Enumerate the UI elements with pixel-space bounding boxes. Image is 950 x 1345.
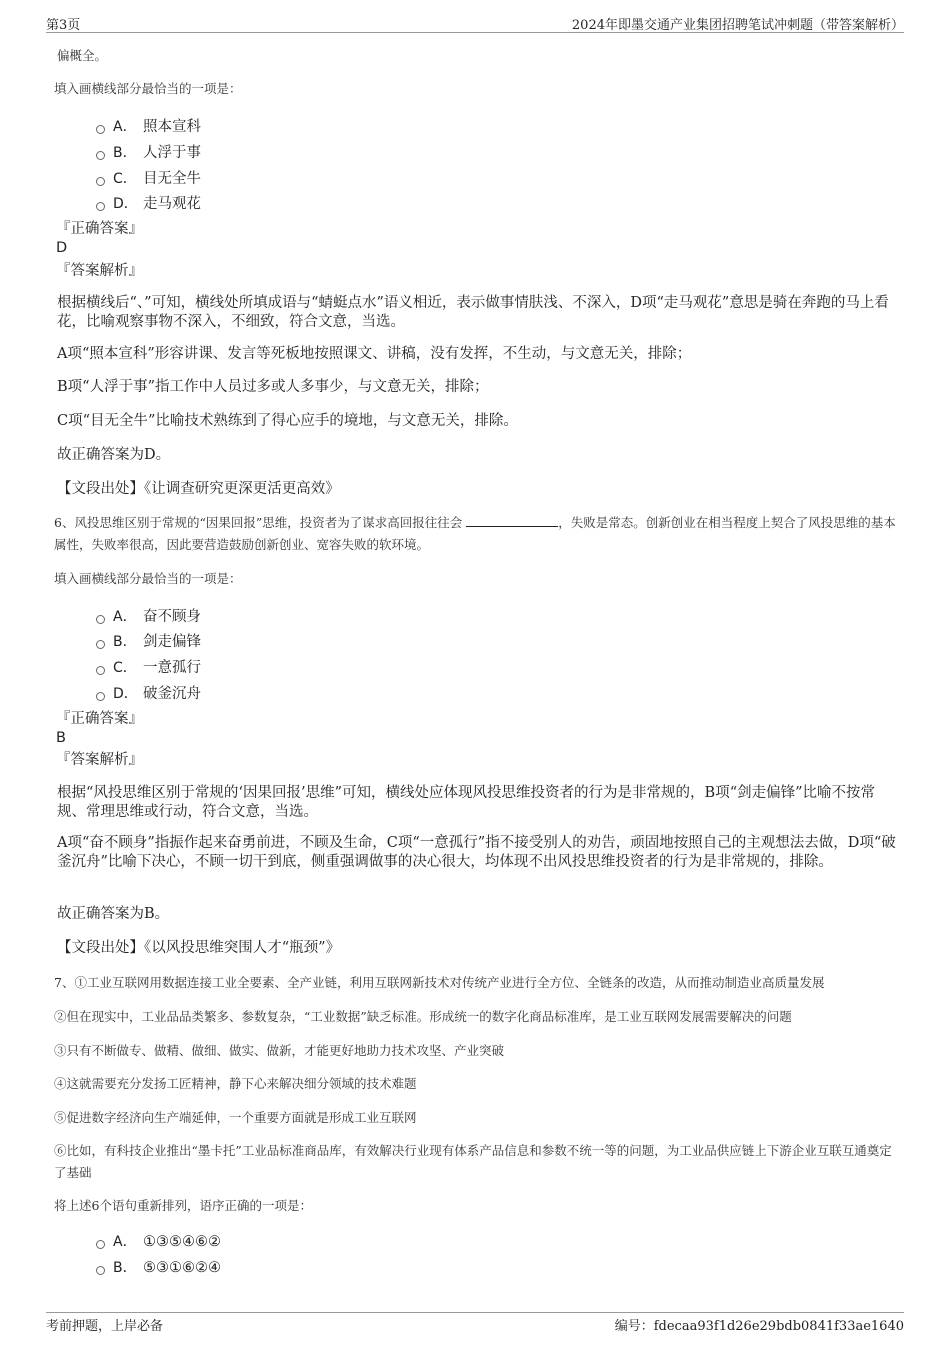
- previous-tail-text: 偏概全。: [57, 48, 108, 63]
- page-number: 第3页: [46, 18, 81, 33]
- q5-analysis-2: A项“照本宣科”形容讲课、发言等死板地按照课文、讲稿，没有发挥，不生动，与文意无关，排除；: [57, 346, 692, 362]
- radio-icon[interactable]: [96, 151, 105, 160]
- radio-icon[interactable]: [96, 1240, 105, 1249]
- radio-icon[interactable]: [96, 640, 105, 649]
- q6-source: 【文段出处】《以风投思维突围人才“瓶颈”》: [57, 940, 341, 956]
- q7-prompt: 将上述6个语句重新排列，语序正确的一项是：: [54, 1198, 312, 1213]
- q6-prompt: 填入画横线部分最恰当的一项是：: [54, 571, 242, 586]
- q6-option-a[interactable]: A． 奋不顾身: [96, 605, 201, 626]
- q5-option-a[interactable]: A． 照本宣科: [96, 115, 201, 136]
- q7-option-a[interactable]: A． ①③⑤④⑥②: [96, 1231, 221, 1251]
- q5-analysis-5: 故正确答案为D。: [57, 447, 171, 463]
- q5-answer: D: [56, 240, 68, 256]
- q6-analysis-3: 故正确答案为B。: [57, 906, 170, 922]
- q6-stem: 6、风投思维区别于常规的“因果回报”思维，投资者为了谋求高回报往往会 ，失败是常态。创新创业在相当程度上契合了风投思维的基本属性，失败率很高，因此要营造鼓励创新创业、宽容失败的软环境。: [54, 515, 896, 552]
- q5-option-b[interactable]: B． 人浮于事: [96, 141, 201, 162]
- q7-sentence-4: ④这就需要充分发扬工匠精神，静下心来解决细分领域的技术难题: [54, 1076, 417, 1091]
- document-title: 2024年即墨交通产业集团招聘笔试冲刺题（带答案解析）: [571, 18, 904, 33]
- q7-sentence-2: ②但在现实中，工业品品类繁多、参数复杂，“工业数据”缺乏标准。形成统一的数字化商品标准库，是工业互联网发展需要解决的问题: [54, 1009, 792, 1024]
- radio-icon[interactable]: [96, 666, 105, 675]
- q7-sentence-6: ⑥比如，有科技企业推出“墨卡托”工业品标准商品库，有效解决行业现有体系产品信息和参数不统一等的问题，为工业品供应链上下游企业互联互通奠定了基础: [54, 1143, 892, 1180]
- q7-sentence-1: 7、①工业互联网用数据连接工业全要素、全产业链，利用互联网新技术对传统产业进行全方位、全链条的改造，从而推动制造业高质量发展: [54, 975, 825, 990]
- q6-analysis-label: 『答案解析』: [56, 752, 143, 768]
- footer-serial: 编号：fdecaa93f1d26e29bdb0841f33ae1640: [614, 1319, 904, 1334]
- q6-option-c[interactable]: C． 一意孤行: [96, 656, 201, 677]
- q5-option-c[interactable]: C． 目无全牛: [96, 167, 201, 188]
- q6-option-b[interactable]: B． 剑走偏锋: [96, 630, 201, 651]
- q6-answer: B: [56, 730, 66, 746]
- fill-blank: [466, 514, 558, 527]
- radio-icon[interactable]: [96, 177, 105, 186]
- page-header: [46, 12, 904, 33]
- q7-sentence-3: ③只有不断做专、做精、做细、做实、做新，才能更好地助力技术攻坚、产业突破: [54, 1043, 505, 1058]
- q5-option-d[interactable]: D． 走马观花: [96, 192, 201, 213]
- q5-answer-label: 『正确答案』: [56, 221, 143, 237]
- radio-icon[interactable]: [96, 692, 105, 701]
- q7-option-b[interactable]: B． ⑤③①⑥②④: [96, 1257, 221, 1277]
- q5-source: 【文段出处】《让调查研究更深更活更高效》: [57, 481, 340, 497]
- footer-slogan: 考前押题，上岸必备: [46, 1319, 164, 1334]
- q7-sentence-5: ⑤促进数字经济向生产端延伸，一个重要方面就是形成工业互联网: [54, 1110, 417, 1125]
- q6-analysis-1: 根据“风投思维区别于常规的‘因果回报’思维”可知，横线处应体现风投思维投资者的行为是非常规的，B项“剑走偏锋”比喻不按常规、常理思维或行动，符合文意，当选。: [57, 785, 876, 820]
- q5-analysis-label: 『答案解析』: [56, 263, 143, 279]
- radio-icon[interactable]: [96, 202, 105, 211]
- page-footer: [46, 1312, 904, 1337]
- q6-answer-label: 『正确答案』: [56, 711, 143, 727]
- q5-analysis-1: 根据横线后“、”可知，横线处所填成语与“蜻蜓点水”语义相近，表示做事情肤浅、不深入，D项“走马观花”意思是骑在奔跑的马上看花，比喻观察事物不深入，不细致，符合文意，当选。: [57, 295, 889, 330]
- q6-option-d[interactable]: D． 破釜沉舟: [96, 682, 201, 703]
- radio-icon[interactable]: [96, 125, 105, 134]
- q5-analysis-4: C项“目无全牛”比喻技术熟练到了得心应手的境地，与文意无关，排除。: [57, 413, 518, 429]
- q6-analysis-2: A项“奋不顾身”指振作起来奋勇前进，不顾及生命，C项“一意孤行”指不接受别人的劝告，顽固地按照自己的主观想法去做，D项“破釜沉舟”比喻下决心，不顾一切干到底，侧重强调做事的决心很大，均体现不出风投思维投资者的行为是非常规的，排除。: [57, 835, 896, 870]
- q5-analysis-3: B项“人浮于事”指工作中人员过多或人多事少，与文意无关，排除；: [57, 379, 489, 395]
- radio-icon[interactable]: [96, 615, 105, 624]
- radio-icon[interactable]: [96, 1266, 105, 1275]
- q5-prompt: 填入画横线部分最恰当的一项是：: [54, 81, 242, 96]
